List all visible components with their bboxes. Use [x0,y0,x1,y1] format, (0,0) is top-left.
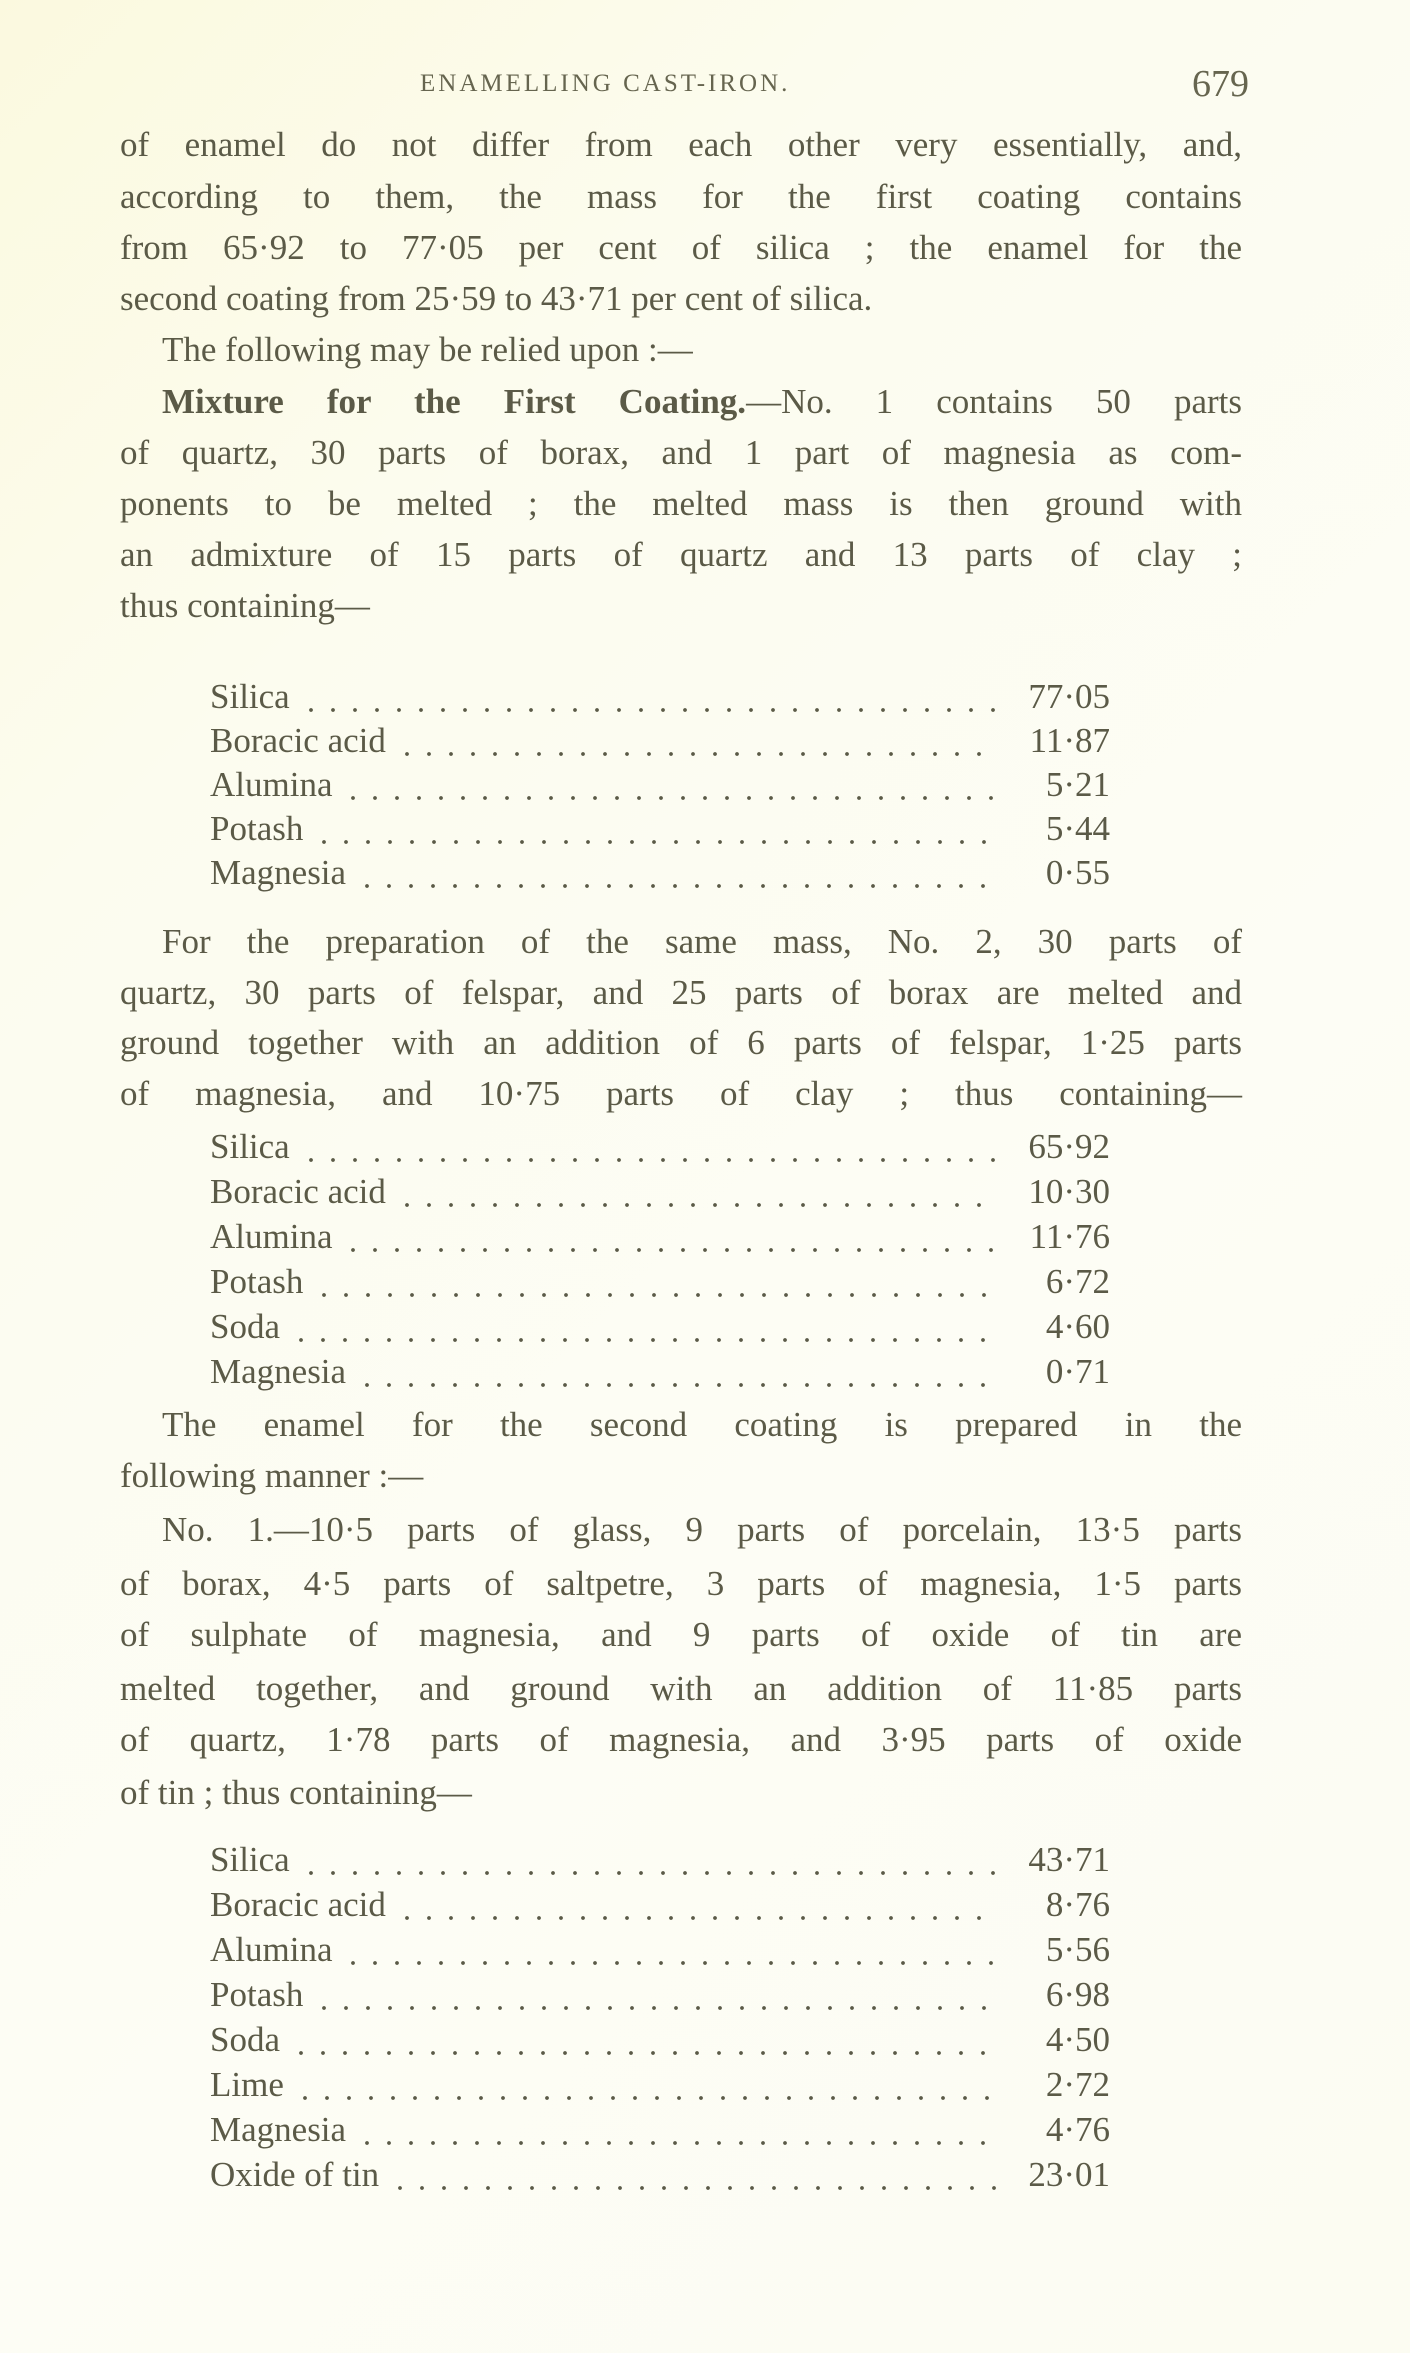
component-percent: 6·72 [1045,1262,1110,1301]
composition-row [210,809,1110,849]
composition-row [210,1172,1110,1212]
composition-row [210,2020,1110,2060]
composition-row [210,677,1110,717]
text-line [162,1510,1242,1550]
line-text: The following may be relied upon :— [162,330,693,369]
composition-row [210,765,1110,805]
line-text: The enamel for the second coating is prepared in the [162,1405,1242,1444]
text-line [162,1405,1242,1445]
component-percent: 6·98 [1045,1975,1110,2014]
line-text: For the preparation of the same mass, No. 2, 30 parts of [162,922,1242,961]
component-label: Magnesia [210,1352,347,1391]
running-title: ENAMELLING CAST-IRON. [420,70,791,97]
line-text: No. 1.—10·5 parts of glass, 9 parts of porcelain, 13·5 parts [162,1510,1242,1549]
line-text: of borax, 4·5 parts of saltpetre, 3 parts of magnesia, 1·5 parts [120,1564,1242,1603]
component-label: Magnesia [210,853,347,892]
component-label: Soda [210,2020,280,2059]
line-text: second coating from 25·59 to 43·71 per cent of silica. [120,279,873,318]
section-heading: Mixture for the First Coating. [162,382,747,421]
dot-leader [300,1840,996,1880]
composition-row [210,1217,1110,1257]
dot-leader [356,2110,996,2150]
component-label: Silica [210,1127,290,1166]
component-label: Silica [210,677,290,716]
composition-row [210,1307,1110,1347]
component-percent: 4·50 [1045,2020,1110,2059]
text-line [120,433,1242,473]
text-line [120,1720,1242,1760]
composition-row [210,1930,1110,1970]
text-line [120,1615,1242,1655]
component-percent: 5·56 [1045,1930,1110,1969]
dot-leader [342,765,996,805]
component-label: Alumina [210,1930,333,1969]
text-line [120,1564,1242,1604]
component-percent: 23·01 [1028,2155,1110,2194]
text-line [120,484,1242,524]
dot-leader [313,1975,996,2015]
dot-leader [290,1307,996,1347]
composition-row [210,1127,1110,1167]
line-text: melted together, and ground with an addition of 11·85 parts [120,1669,1242,1708]
component-percent: 65·92 [1028,1127,1110,1166]
component-label: Magnesia [210,2110,347,2149]
composition-row [210,1352,1110,1392]
line-text: quartz, 30 parts of felspar, and 25 parts of borax are melted and [120,973,1242,1012]
composition-row [210,1885,1110,1925]
component-percent: 11·87 [1029,721,1110,760]
component-label: Boracic acid [210,721,386,760]
line-text: of magnesia, and 10·75 parts of clay ; thus containing— [120,1074,1242,1113]
dot-leader [389,2155,996,2195]
page-number: 679 [1192,63,1249,105]
text-line [162,330,1242,370]
page-header [0,62,1410,112]
component-label: Alumina [210,765,333,804]
line-text: from 65·92 to 77·05 per cent of silica ; the enamel for the [120,228,1242,267]
dot-leader [342,1217,996,1257]
composition-row [210,721,1110,761]
text-line [162,922,1242,962]
line-text: of tin ; thus containing— [120,1773,472,1812]
composition-row [210,2155,1110,2195]
component-label: Lime [210,2065,284,2104]
dot-leader [294,2065,996,2105]
dot-leader [313,1262,996,1302]
composition-row [210,2065,1110,2105]
text-line [120,973,1242,1013]
component-percent: 5·21 [1045,765,1110,804]
text-line [162,382,1242,422]
text-line [120,1669,1242,1709]
component-label: Soda [210,1307,280,1346]
component-percent: 2·72 [1045,2065,1110,2104]
component-percent: 10·30 [1028,1172,1110,1211]
component-label: Potash [210,1975,304,2014]
component-label: Oxide of tin [210,2155,380,2194]
component-percent: 0·71 [1045,1352,1110,1391]
line-text: ponents to be melted ; the melted mass is then ground with [120,484,1242,523]
line-text: of quartz, 1·78 parts of magnesia, and 3·95 parts of oxide [120,1720,1242,1759]
line-text: of enamel do not differ from each other very essentially, and, [120,125,1242,164]
dot-leader [300,1127,996,1167]
line-text: —No. 1 contains 50 parts [746,382,1242,421]
dot-leader [342,1930,996,1970]
text-line [120,1773,1242,1813]
component-percent: 4·76 [1045,2110,1110,2149]
composition-row [210,853,1110,893]
component-percent: 0·55 [1045,853,1110,892]
line-text: following manner :— [120,1456,424,1495]
text-line [120,279,1242,319]
text-line [120,125,1242,165]
component-label: Alumina [210,1217,333,1256]
component-percent: 43·71 [1028,1840,1110,1879]
line-text: an admixture of 15 parts of quartz and 13 parts of clay ; [120,535,1242,574]
text-line [120,586,1242,626]
dot-leader [396,1172,996,1212]
component-label: Boracic acid [210,1172,386,1211]
text-line [120,1023,1242,1063]
component-label: Boracic acid [210,1885,386,1924]
line-text: of sulphate of magnesia, and 9 parts of oxide of tin are [120,1615,1242,1654]
dot-leader [356,853,996,893]
text-line [120,228,1242,268]
text-line [120,1456,1242,1496]
component-label: Potash [210,809,304,848]
component-percent: 8·76 [1045,1885,1110,1924]
text-line [120,1074,1242,1114]
text-line [120,177,1242,217]
line-text: according to them, the mass for the first coating contains [120,177,1242,216]
dot-leader [290,2020,996,2060]
component-percent: 5·44 [1045,809,1110,848]
text-line [120,535,1242,575]
dot-leader [313,809,996,849]
component-percent: 4·60 [1045,1307,1110,1346]
composition-row [210,2110,1110,2150]
dot-leader [396,1885,996,1925]
line-text: thus containing— [120,586,370,625]
dot-leader [396,721,996,761]
composition-row [210,1840,1110,1880]
dot-leader [356,1352,996,1392]
component-percent: 11·76 [1029,1217,1110,1256]
component-percent: 77·05 [1028,677,1110,716]
component-label: Potash [210,1262,304,1301]
line-text: ground together with an addition of 6 parts of felspar, 1·25 parts [120,1023,1242,1062]
line-text: of quartz, 30 parts of borax, and 1 part of magnesia as com- [120,433,1242,472]
dot-leader [300,677,996,717]
component-label: Silica [210,1840,290,1879]
composition-row [210,1262,1110,1302]
composition-row [210,1975,1110,2015]
